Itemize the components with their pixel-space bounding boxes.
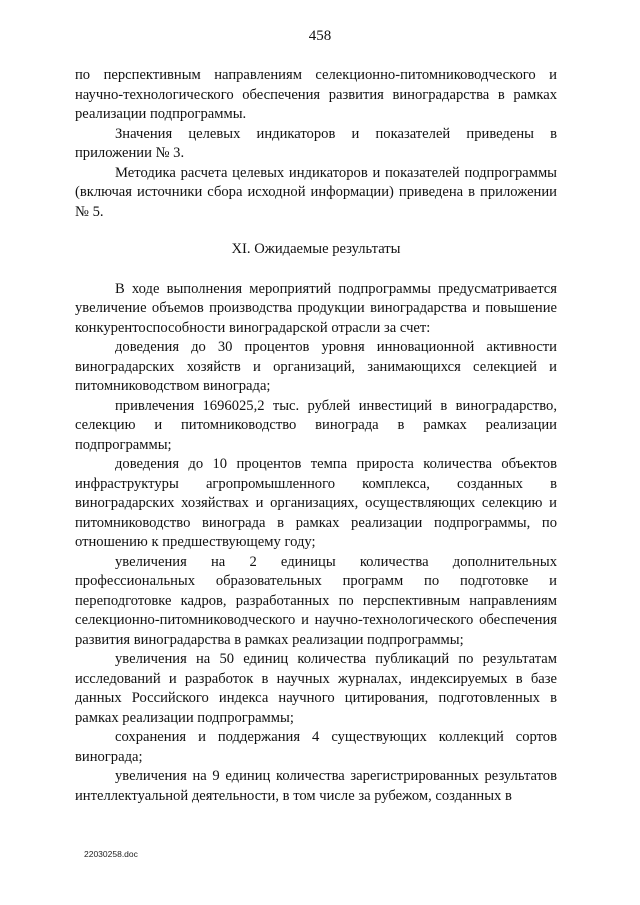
paragraph-methodology: Методика расчета целевых индикаторов и показателей подпрограммы (включая источники сбора исходной информации) приведена в приложении № 5.	[75, 164, 557, 220]
list-item-investments: привлечения 1696025,2 тыс. рублей инвестиций в виноградарство, селекцию и питомниководство винограда в рамках реализации подпрограммы;	[75, 397, 557, 453]
list-item-infrastructure: доведения до 10 процентов темпа прироста количества объектов инфраструктуры агропромышленного комплекса, созданных в виноградарских хозяйствах и организациях, осуществляющих селекцию и питомниководство винограда в рамках реализации подпрограммы, по отношению к предшествующему году;	[75, 456, 557, 550]
footer-filename: 22030258.doc	[84, 849, 138, 859]
list-item-education: увеличения на 2 единицы количества дополнительных профессиональных образовательных программ по подготовке и переподготовке кадров, разработанных по перспективным направлениям селекционно-питомниководческого и научно-технологического обеспечения развития виноградарства в рамках реализации подпрограммы;	[75, 553, 557, 648]
list-item-ip-results: увеличения на 9 единиц количества зарегистрированных результатов интеллектуальной деятельности, в том числе за рубежом, созданных в	[75, 768, 557, 804]
document-body	[75, 66, 557, 806]
list-item-collections: сохранения и поддержания 4 существующих коллекций сортов винограда;	[75, 729, 557, 765]
paragraph-intro: В ходе выполнения мероприятий подпрограммы предусматривается увеличение объемов производства продукции виноградарства и повышение конкурентоспособности виноградарской отрасли за счет:	[75, 280, 557, 336]
list-item-publications: увеличения на 50 единиц количества публикаций по результатам исследований и разработок в научных журналах, индексируемых в базе данных Российского индекса научного цитирования, подготовленных в рамках реализации подпрограммы;	[75, 651, 557, 726]
paragraph-indicators: Значения целевых индикаторов и показателей приведены в приложении № 3.	[75, 125, 557, 161]
list-item-innovation: доведения до 30 процентов уровня инновационной активности виноградарских хозяйств и организаций, занимающихся селекцией и питомниководством винограда;	[75, 339, 557, 394]
paragraph-continuation: по перспективным направлениям селекционно-питомниководческого и научно-технологического обеспечения развития виноградарства в рамках реализации подпрограммы.	[75, 67, 557, 122]
page-number: 458	[308, 28, 332, 44]
section-heading: XI. Ожидаемые результаты	[231, 241, 401, 257]
